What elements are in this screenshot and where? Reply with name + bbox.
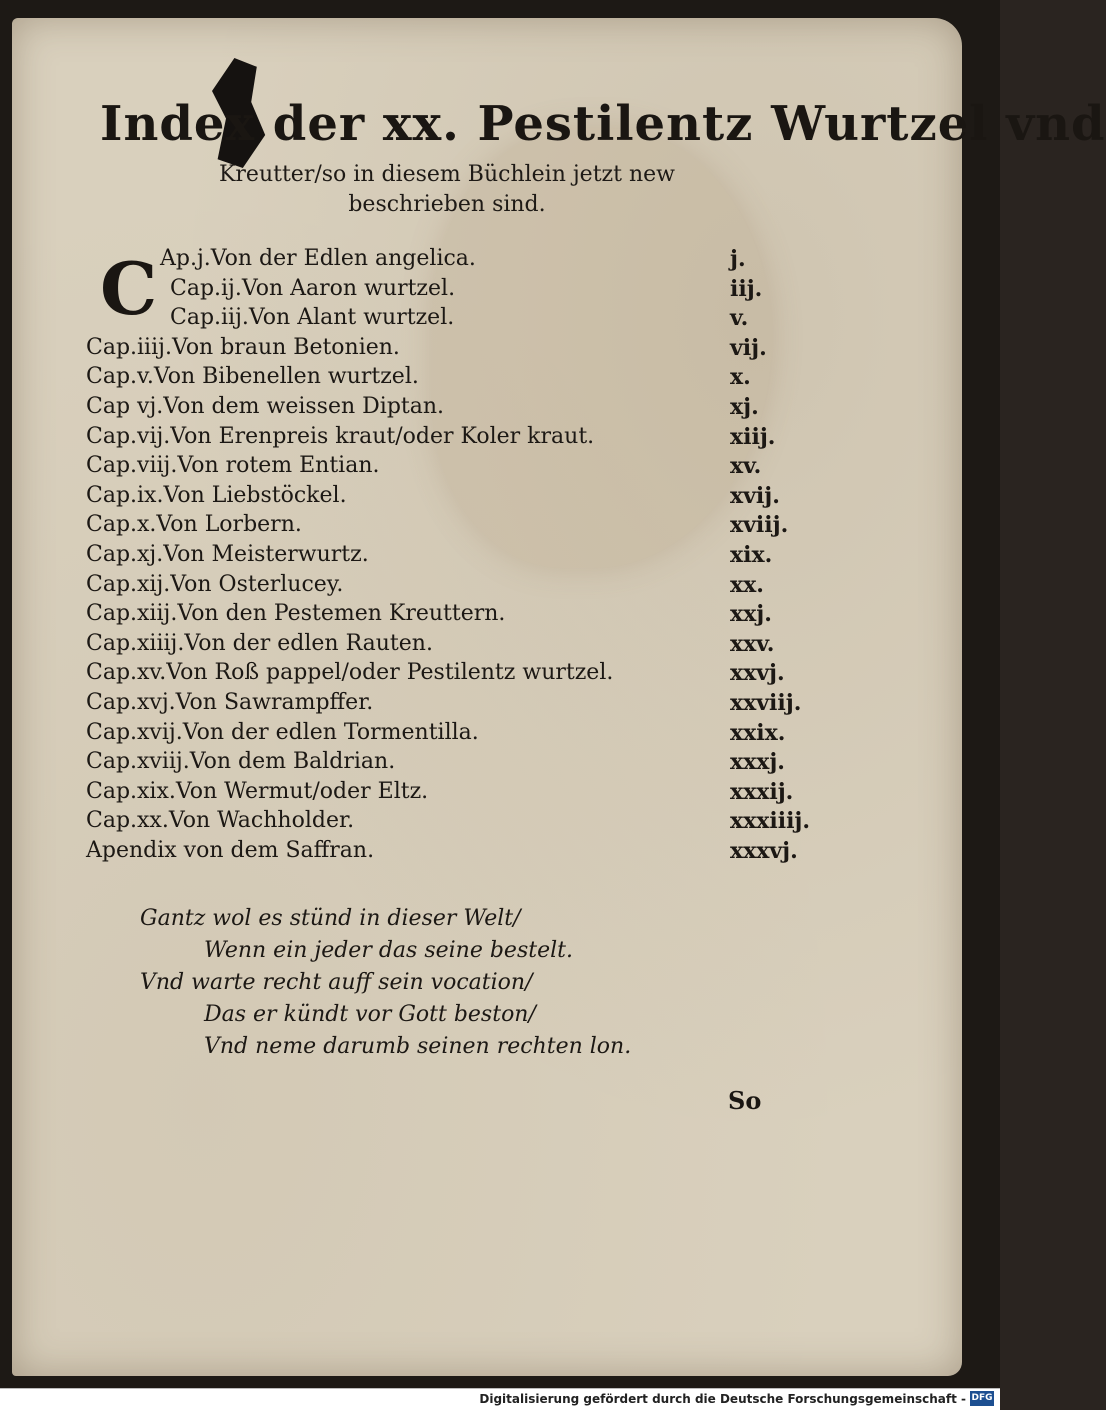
funding-credit: Digitalisierung gefördert durch die Deutsche Forschungsgemeinschaft - bbox=[479, 1392, 966, 1406]
digitization-footer bbox=[0, 1388, 1000, 1410]
toc-entry-label: Apendix von dem Saffran. bbox=[86, 838, 375, 863]
toc-page-number: iij. bbox=[730, 275, 763, 302]
verse-line: Wenn ein jeder das seine bestelt. bbox=[204, 938, 573, 963]
toc-page-number: xx. bbox=[730, 571, 764, 598]
subtitle-line-2: beschrieben sind. bbox=[348, 192, 546, 217]
toc-entry-label: Cap.xiij.Von den Pestemen Kreuttern. bbox=[86, 601, 506, 627]
toc-entry-label: Cap vj.Von dem weissen Diptan. bbox=[86, 394, 445, 419]
toc-entry-label: Cap.iij.Von Alant wurtzel. bbox=[170, 305, 455, 331]
toc-entry-label: Cap.xiiij.Von der edlen Rauten. bbox=[86, 630, 433, 656]
toc-entry-label: Cap.xij.Von Osterlucey. bbox=[86, 571, 344, 597]
toc-page-number: xxvj. bbox=[730, 660, 785, 687]
toc-page-number: xxj. bbox=[730, 601, 772, 628]
catchword: So bbox=[728, 1086, 762, 1115]
toc-entry-label: Cap.xvij.Von der edlen Tormentilla. bbox=[86, 719, 479, 745]
toc-page-number: xxviij. bbox=[730, 690, 802, 716]
toc-page-number: xviij. bbox=[730, 512, 789, 539]
toc-entry-label: Cap.iiij.Von braun Betonien. bbox=[86, 334, 400, 360]
book-page bbox=[12, 18, 1106, 1376]
toc-entry-label: Cap.xvj.Von Sawrampffer. bbox=[86, 690, 374, 715]
toc-entry-label: Cap.ix.Von Liebstöckel. bbox=[86, 482, 347, 508]
verse-line: Vnd warte recht auff sein vocation/ bbox=[140, 970, 533, 995]
toc-entry-label: Ap.j.Von der Edlen angelica. bbox=[160, 246, 476, 271]
toc-entry-label: Cap.xx.Von Wachholder. bbox=[86, 808, 355, 834]
toc-entry-label: Cap.viij.Von rotem Entian. bbox=[86, 453, 380, 479]
toc-entry-label: Cap.xix.Von Wermut/oder Eltz. bbox=[86, 778, 429, 804]
toc-page-number: xxix. bbox=[730, 719, 786, 746]
toc-page-number: vij. bbox=[730, 334, 767, 361]
page-subtitle bbox=[102, 160, 792, 220]
toc-page-number: x. bbox=[730, 364, 751, 391]
verse-line: Vnd neme darumb seinen rechten lon. bbox=[204, 1034, 632, 1059]
toc-entry-label: Cap.xv.Von Roß pappel/oder Pestilentz wurtzel. bbox=[86, 660, 614, 686]
toc-entry-label: Cap.v.Von Bibenellen wurtzel. bbox=[86, 364, 419, 390]
toc-page-number: v. bbox=[730, 305, 749, 332]
verse-line: Gantz wol es stünd in dieser Welt/ bbox=[140, 906, 521, 931]
verse-line: Das er kündt vor Gott beston/ bbox=[204, 1002, 536, 1027]
dfg-logo: DFG bbox=[970, 1391, 994, 1406]
toc-page-number: xxxiiij. bbox=[730, 808, 811, 835]
toc-entry-label: Cap.xviij.Von dem Baldrian. bbox=[86, 749, 396, 775]
toc-page-number: xj. bbox=[730, 394, 759, 420]
toc-page-number: xxxvj. bbox=[730, 838, 798, 864]
toc-page-number: xv. bbox=[730, 453, 762, 480]
toc-page-number: xvij. bbox=[730, 482, 780, 509]
subtitle-line-1: Kreutter/so in diesem Büchlein jetzt new bbox=[218, 162, 675, 187]
decorated-initial: C bbox=[100, 246, 158, 331]
toc-page-number: xix. bbox=[730, 542, 773, 568]
toc-page-number: j. bbox=[730, 246, 746, 272]
toc-page-number: xxv. bbox=[730, 630, 775, 657]
toc-page-number: xxxj. bbox=[730, 749, 785, 776]
page-title: Index der xx. Pestilentz Wurtzel vnd bbox=[100, 96, 1106, 152]
toc-page-number: xiij. bbox=[730, 423, 776, 450]
toc-entry-label: Cap.xj.Von Meisterwurtz. bbox=[86, 542, 369, 567]
toc-entry-label: Cap.x.Von Lorbern. bbox=[86, 512, 302, 538]
toc-page-number: xxxij. bbox=[730, 778, 794, 805]
toc-entry-label: Cap.ij.Von Aaron wurtzel. bbox=[170, 275, 456, 301]
toc-entry-label: Cap.vij.Von Erenpreis kraut/oder Koler kraut. bbox=[86, 423, 595, 449]
